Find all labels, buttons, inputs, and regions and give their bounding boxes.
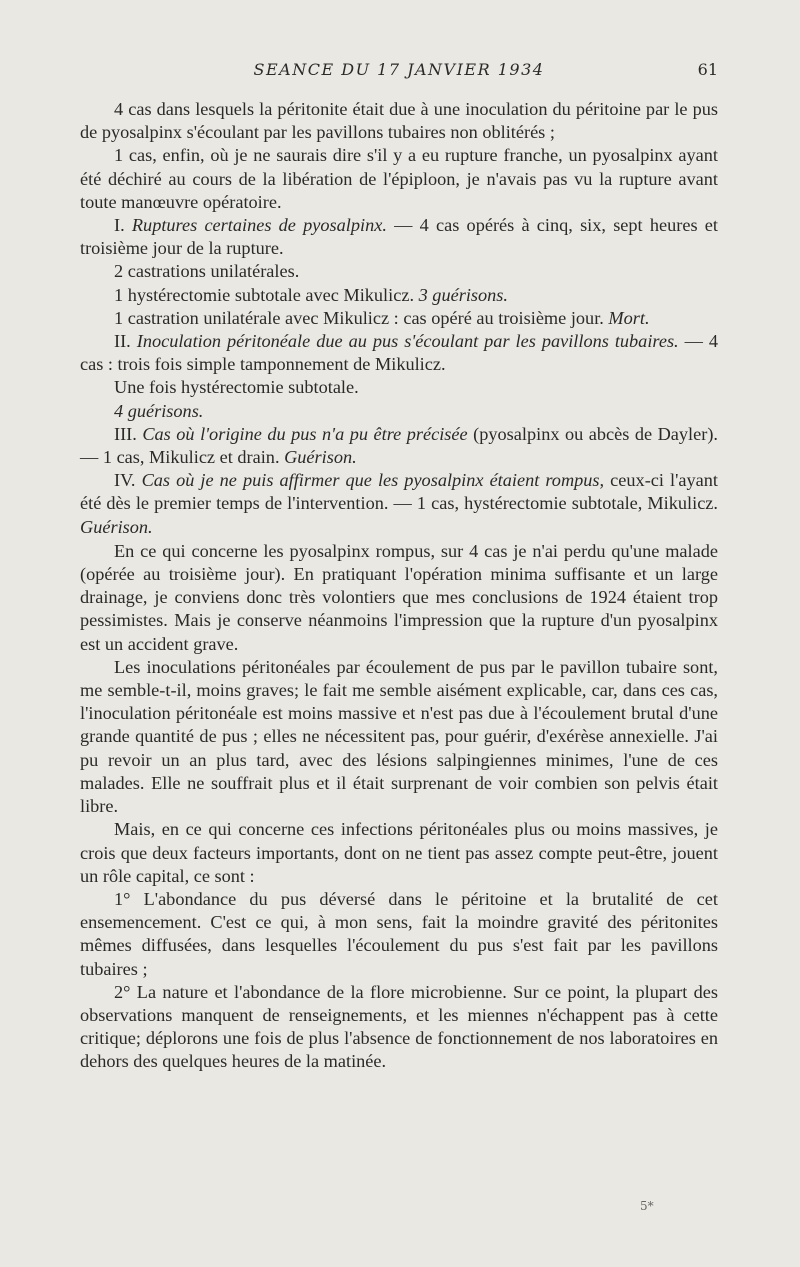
outcome-label: Mort. [608,307,650,328]
running-head [80,60,718,84]
paragraph: 2° La nature et l'abondance de la flore microbienne. Sur ce point, la plupart des observations manquent de renseignements, et les miennes n'échappent pas à cette critique; déplorons une fois de plus l'absence de fonctionnement de nos laboratoires en dehors des quelques heures de la matinée. [80,981,718,1072]
outcome-label: Guérison. [80,516,153,537]
running-title: SEANCE DU 17 JANVIER 1934 [253,60,545,79]
outcome-label: 4 guérisons. [114,400,204,421]
page-number: 61 [697,60,718,79]
paragraph: Les inoculations péritonéales par écoulement de pus par le pavillon tubaire sont, me semble-t-il, moins graves; le fait me semble aisément explicable, car, dans ces cas, l'inoculation péritonéale est moins massive et n'est pas due à l'écoulement brutal d'une grande quantité de pus ; elles ne nécessitent pas, pour guérir, d'exérèse annexielle. J'ai pu revoir un an plus tard, avec des lésions salpingiennes minimes, l'une de ces malades. Elle ne souffrait plus et il était surprenant de voir combien son pelvis était libre. [80,656,718,817]
section-heading-paragraph [80,214,718,260]
section-number: IV. [114,470,136,491]
paragraph [80,400,718,423]
outcome-label: Guérison. [284,447,357,468]
paragraph: 4 cas dans lesquels la péritonite était due à une inoculation du péritoine par le pus de pyosalpinx s'écoulant par les pavillons tubaires non oblitérés ; [80,99,718,143]
paragraph: 1° L'abondance du pus déversé dans le péritoine et la brutalité de cet ensemencement. C'est ce qui, à mon sens, fait la moindre gravité des péritonites mêmes diffusées, dans lesquelles l'écoulement du pus s'est fait par les pavillons tubaires ; [80,888,718,979]
section-text: (pyosalpinx ou abcès de Dayler). — 1 cas, Mikulicz et drain. [80,423,718,468]
paragraph-text: 1 hystérectomie subtotale avec Mikulicz. [114,284,419,305]
section-number: II. [114,331,131,352]
section-title: Inoculation péritonéale due au pus s'écoulant par les pavillons tubaires. [136,331,679,352]
section-heading-paragraph [80,423,718,469]
outcome-label: 3 guérisons. [418,284,508,305]
paragraph [80,307,718,330]
section-text: — 4 cas : trois fois simple tamponnement de Mikulicz. [80,331,719,375]
section-number: I. [114,215,125,236]
section-text: — 4 cas opérés à cinq, six, sept heures et troisième jour de la rupture. [80,215,718,259]
section-text: ceux-ci l'ayant été dès le premier temps de l'intervention. — 1 cas, hystérectomie subtotale, Mikulicz. [80,470,718,514]
paragraph-text: 1 castration unilatérale avec Mikulicz : cas opéré au troisième jour. [114,307,609,328]
section-title: Ruptures certaines de pyosalpinx. [131,215,387,236]
body-text [80,98,718,1074]
section-heading-paragraph [80,330,718,376]
section-title: Cas où l'origine du pus n'a pu être précisée [142,423,468,444]
section-heading-paragraph [80,469,718,539]
paragraph: En ce qui concerne les pyosalpinx rompus, sur 4 cas je n'ai perdu qu'une malade (opérée au troisième jour). En pratiquant l'opération minima suffisante et un large drainage, je conviens donc très volontiers que mes conclusions de 1924 étaient trop pessimistes. Mais je conserve néanmoins l'impression que la rupture d'un pyosalpinx est un accident grave. [80,540,718,654]
paragraph: 1 cas, enfin, où je ne saurais dire s'il y a eu rupture franche, un pyosalpinx ayant été déchiré au cours de la libération de l'épiploon, je n'avais pas vu la rupture avant toute manœuvre opératoire. [80,145,718,212]
section-number: III. [114,423,137,444]
paragraph: 2 castrations unilatérales. [114,261,300,282]
paragraph [80,284,718,307]
section-title: Cas où je ne puis affirmer que les pyosalpinx étaient rompus, [141,470,605,491]
signature-mark: 5* [640,1199,654,1213]
paragraph: Une fois hystérectomie subtotale. [114,377,359,398]
paragraph: Mais, en ce qui concerne ces infections péritonéales plus ou moins massives, je crois que deux facteurs importants, dont on ne tient pas assez compte peut-être, jouent un rôle capital, ce sont : [80,819,718,886]
